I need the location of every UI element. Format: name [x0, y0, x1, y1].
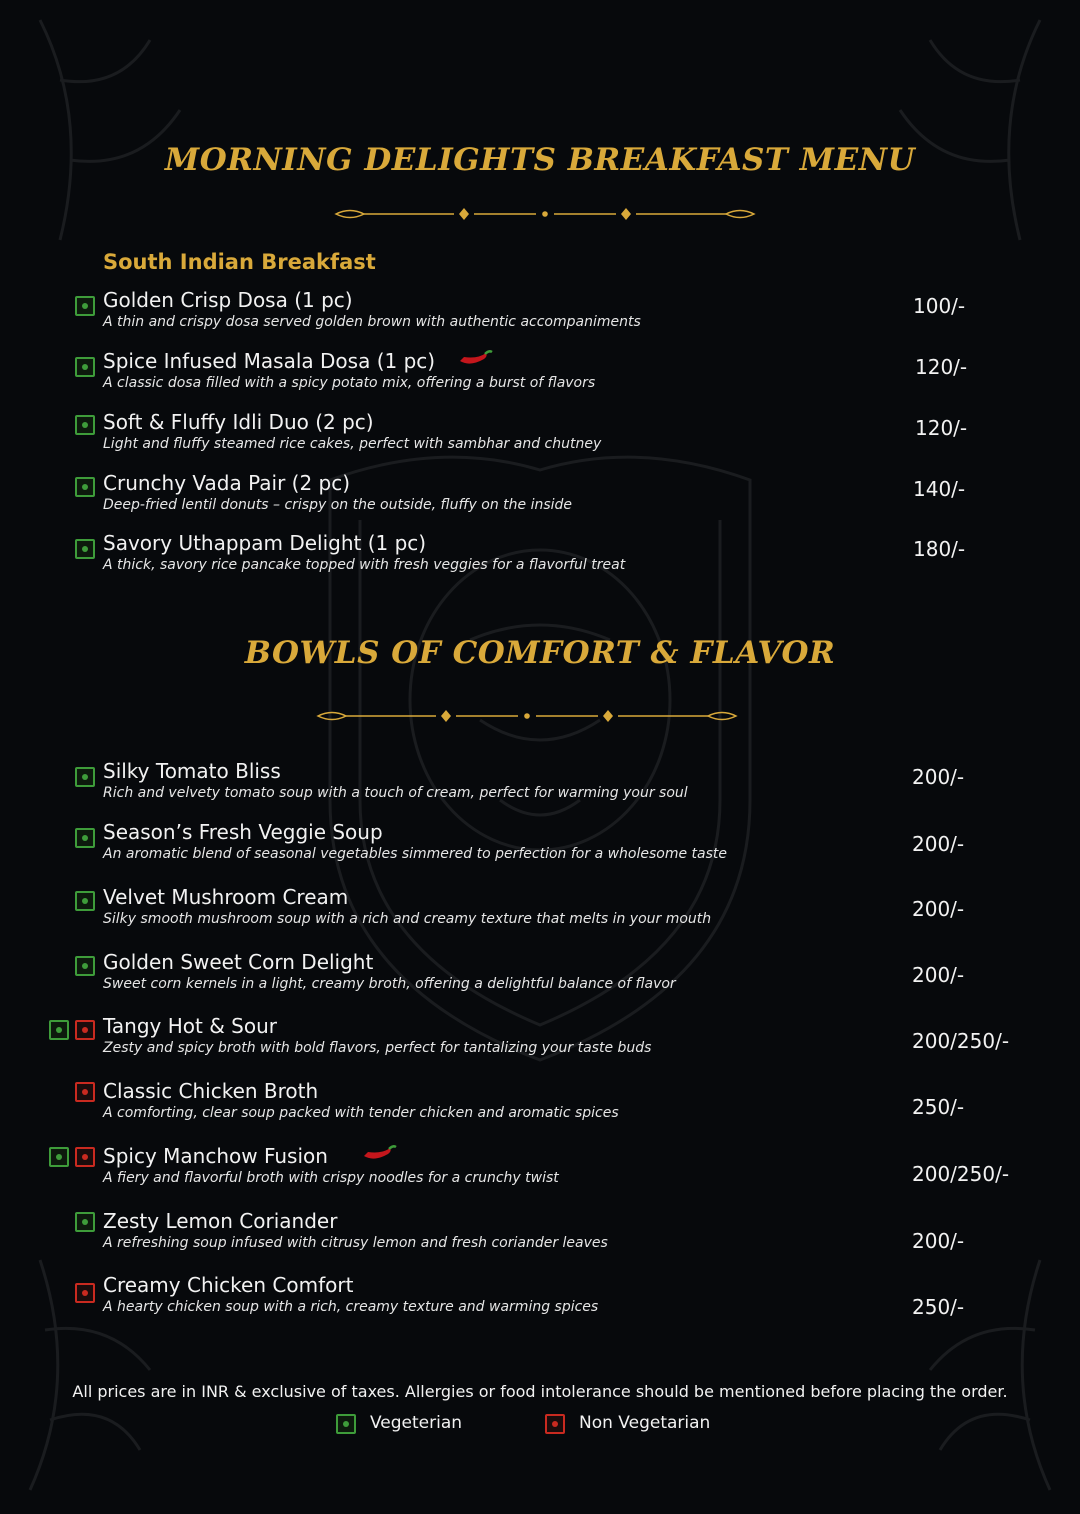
ornamental-divider	[334, 204, 756, 224]
item-name: Creamy Chicken Comfort	[103, 1273, 354, 1297]
item-price: 100/-	[913, 294, 966, 318]
nonveg-marker-icon	[75, 1283, 95, 1303]
item-description: Silky smooth mushroom soup with a rich and creamy texture that melts in your mouth	[103, 911, 712, 927]
menu-item	[0, 759, 1080, 815]
veg-marker-icon	[75, 477, 95, 497]
item-price: 250/-	[912, 1295, 965, 1319]
section-heading-south-indian: South Indian Breakfast	[103, 250, 376, 274]
nonveg-marker-icon	[545, 1414, 565, 1434]
footer-note: All prices are in INR & exclusive of taxes. Allergies or food intolerance should be mentioned before placing the order.	[72, 1382, 1008, 1401]
veg-marker-icon	[75, 767, 95, 787]
menu-item	[0, 471, 1080, 527]
veg-marker-icon	[75, 539, 95, 559]
menu-item	[0, 288, 1080, 344]
menu-item	[0, 349, 1080, 405]
menu-item	[0, 531, 1080, 587]
menu-title: MORNING DELIGHTS BREAKFAST MENU	[164, 142, 916, 178]
legend-veg-label: Vegeterian	[370, 1413, 463, 1433]
veg-marker-icon	[75, 296, 95, 316]
item-name: Spicy Manchow Fusion	[103, 1144, 328, 1168]
item-description: A refreshing soup infused with citrusy lemon and fresh coriander leaves	[103, 1235, 608, 1251]
item-description: A thin and crispy dosa served golden brown with authentic accompaniments	[103, 314, 641, 330]
veg-marker-icon	[75, 415, 95, 435]
menu-item	[0, 1209, 1080, 1265]
item-name: Crunchy Vada Pair (2 pc)	[103, 471, 351, 495]
item-price: 200/-	[912, 963, 965, 987]
item-price: 200/-	[912, 832, 965, 856]
item-description: A thick, savory rice pancake topped with fresh veggies for a flavorful treat	[103, 557, 626, 573]
veg-marker-icon	[336, 1414, 356, 1434]
section-heading-bowls: BOWLS OF COMFORT & FLAVOR	[244, 635, 836, 671]
item-description: An aromatic blend of seasonal vegetables simmered to perfection for a wholesome taste	[103, 846, 728, 862]
item-name: Classic Chicken Broth	[103, 1079, 319, 1103]
nonveg-marker-icon	[75, 1020, 95, 1040]
veg-marker-icon	[75, 828, 95, 848]
menu-item	[0, 1273, 1080, 1329]
item-name: Spice Infused Masala Dosa (1 pc)	[103, 349, 436, 373]
veg-marker-icon	[49, 1147, 69, 1167]
item-description: A classic dosa filled with a spicy potato mix, offering a burst of flavors	[103, 375, 596, 391]
item-name: Golden Sweet Corn Delight	[103, 950, 374, 974]
item-price: 120/-	[915, 355, 968, 379]
veg-marker-icon	[75, 891, 95, 911]
item-price: 200/-	[912, 897, 965, 921]
item-price: 200/-	[912, 1229, 965, 1253]
item-description: Deep-fried lentil donuts – crispy on the outside, fluffy on the inside	[103, 497, 573, 513]
item-name: Golden Crisp Dosa (1 pc)	[103, 288, 353, 312]
item-description: A hearty chicken soup with a rich, creamy texture and warming spices	[103, 1299, 599, 1315]
chili-pepper-icon	[456, 349, 494, 369]
ornamental-divider	[316, 706, 738, 726]
item-description: Sweet corn kernels in a light, creamy broth, offering a delightful balance of flavor	[103, 976, 676, 992]
item-name: Tangy Hot & Sour	[103, 1014, 277, 1038]
item-description: A comforting, clear soup packed with tender chicken and aromatic spices	[103, 1105, 619, 1121]
item-description: Zesty and spicy broth with bold flavors, perfect for tantalizing your taste buds	[103, 1040, 652, 1056]
item-price: 200/250/-	[912, 1162, 1010, 1186]
nonveg-marker-icon	[75, 1147, 95, 1167]
item-name: Season’s Fresh Veggie Soup	[103, 820, 383, 844]
menu-item	[0, 820, 1080, 876]
item-description: Rich and velvety tomato soup with a touch of cream, perfect for warming your soul	[103, 785, 688, 801]
item-price: 200/-	[912, 765, 965, 789]
item-description: Light and fluffy steamed rice cakes, perfect with sambhar and chutney	[103, 436, 602, 452]
menu-item	[0, 410, 1080, 466]
item-price: 200/250/-	[912, 1029, 1010, 1053]
chili-pepper-icon	[360, 1144, 398, 1164]
veg-marker-icon	[75, 357, 95, 377]
item-price: 120/-	[915, 416, 968, 440]
item-name: Silky Tomato Bliss	[103, 759, 281, 783]
item-name: Zesty Lemon Coriander	[103, 1209, 338, 1233]
item-description: A fiery and flavorful broth with crispy noodles for a crunchy twist	[103, 1170, 559, 1186]
item-name: Savory Uthappam Delight (1 pc)	[103, 531, 427, 555]
nonveg-marker-icon	[75, 1082, 95, 1102]
menu-item	[0, 1144, 1080, 1200]
legend-nonveg-label: Non Vegetarian	[579, 1413, 711, 1433]
item-name: Soft & Fluffy Idli Duo (2 pc)	[103, 410, 374, 434]
menu-item	[0, 1014, 1080, 1070]
veg-marker-icon	[75, 1212, 95, 1232]
menu-item	[0, 950, 1080, 1006]
menu-item	[0, 885, 1080, 941]
item-price: 140/-	[913, 477, 966, 501]
veg-marker-icon	[49, 1020, 69, 1040]
item-name: Velvet Mushroom Cream	[103, 885, 349, 909]
item-price: 180/-	[913, 537, 966, 561]
veg-marker-icon	[75, 956, 95, 976]
item-price: 250/-	[912, 1095, 965, 1119]
menu-item	[0, 1079, 1080, 1135]
